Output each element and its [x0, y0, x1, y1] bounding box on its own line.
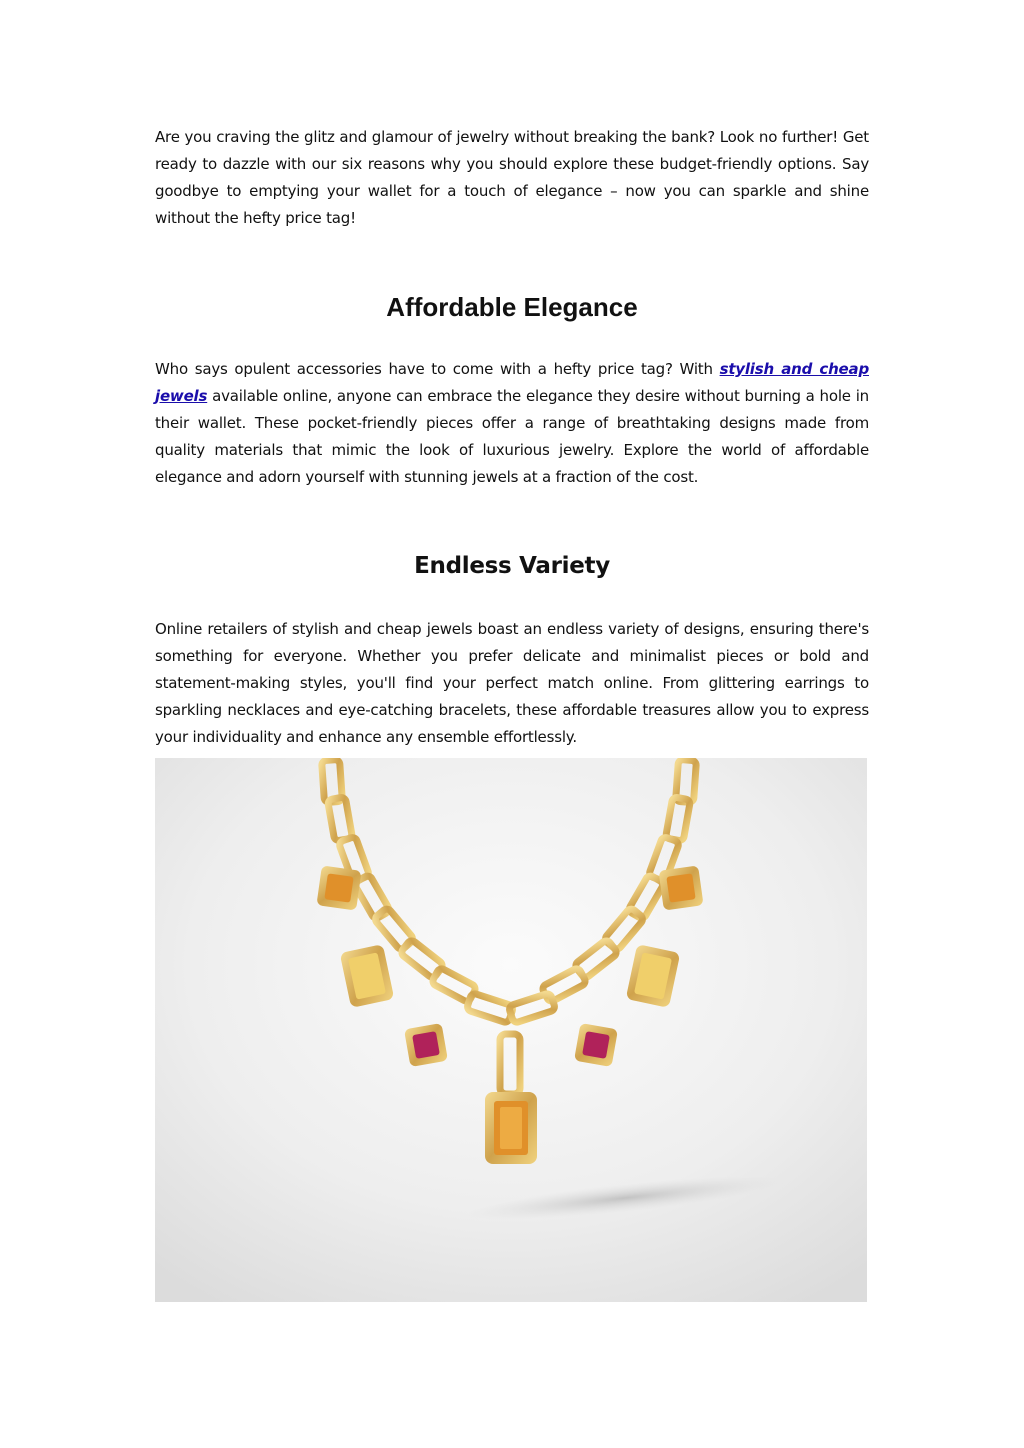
necklace-photo: [155, 758, 867, 1302]
intro-paragraph: Are you craving the glitz and glamour of jewelry without breaking the bank? Look no further! Get ready to dazzle with our six reasons why you should explore these budget-friendly options. Say goodbye to emptying your wallet for a touch of elegance – now you can sparkle and shine without the hefty price tag!: [155, 128, 869, 227]
paragraph-text-before-link: Who says opulent accessories have to come with a hefty price tag? With: [155, 360, 720, 378]
paragraph-text-after-link: available online, anyone can embrace the elegance they desire without burning a hole in their wallet. These pocket-friendly pieces offer a range of breathtaking designs made from quality materials that mimic the look of luxurious jewelry. Explore the world of affordable elegance and adorn yourself with stunning jewels at a fraction of the cost.: [155, 387, 869, 486]
heading-endless-variety: Endless Variety: [414, 553, 610, 579]
affordable-elegance-paragraph: [155, 356, 869, 491]
endless-variety-paragraph: Online retailers of stylish and cheap jewels boast an endless variety of designs, ensuring there's something for everyone. Whether you prefer delicate and minimalist pieces or bold and statement-making styles, you'll find your perfect match online. From glittering earrings to sparkling necklaces and eye-catching bracelets, these affordable treasures allow you to express your individuality and enhance any ensemble effortlessly.: [155, 620, 869, 746]
stylish-cheap-jewels-link[interactable]: stylish and cheap jewels: [155, 360, 869, 405]
heading-affordable-elegance: Affordable Elegance: [386, 292, 638, 322]
